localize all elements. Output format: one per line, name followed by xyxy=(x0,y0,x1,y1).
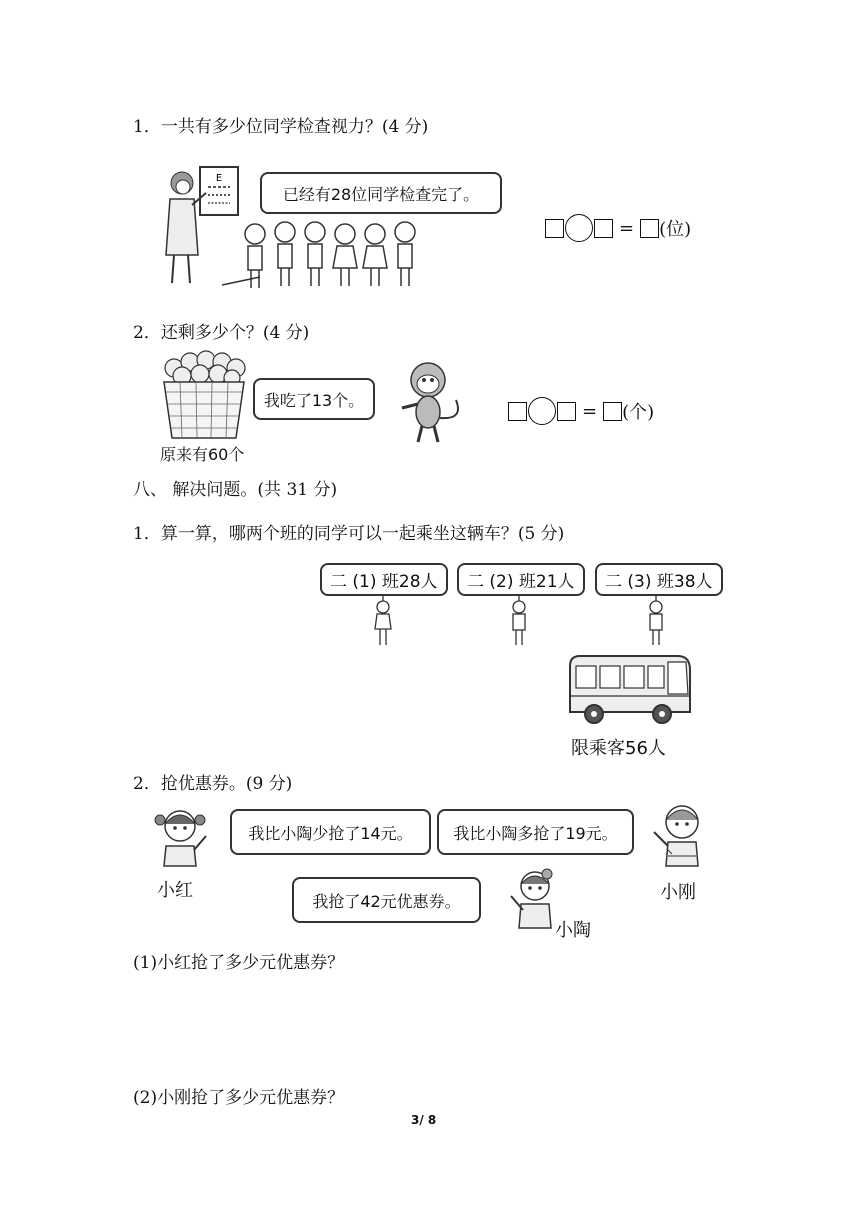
answer-box[interactable] xyxy=(508,402,527,421)
answer-box[interactable] xyxy=(594,219,613,238)
sign-holding-children-illustration xyxy=(370,595,670,650)
unit-label: (个) xyxy=(622,402,655,423)
basket-caption: 原来有60个 xyxy=(160,445,245,464)
answer-box[interactable] xyxy=(557,402,576,421)
class-label-2: 二 (2) 班21人 xyxy=(457,563,585,596)
equation-7-1: = (位) xyxy=(545,214,691,242)
name-xiaotao: 小陶 xyxy=(555,920,591,941)
speech-bubble-28-students: 已经有28位同学检查完了。 xyxy=(260,172,502,214)
xiaogang-boy-illustration xyxy=(650,800,706,868)
answer-box[interactable] xyxy=(603,402,622,421)
class-label-1: 二 (1) 班28人 xyxy=(320,563,448,596)
equation-7-2: = (个) xyxy=(508,397,654,425)
unit-label: (位) xyxy=(659,219,692,240)
question-7-2-title: 2．还剩多少个？(4 分) xyxy=(133,323,310,343)
page-number: 3/ 8 xyxy=(411,1113,437,1127)
question-8-2-sub-1: (1)小红抢了多少元优惠券？ xyxy=(133,953,345,973)
bus-caption: 限乘客56人 xyxy=(571,738,666,759)
monkey-illustration xyxy=(398,360,466,446)
answer-box[interactable] xyxy=(640,219,659,238)
question-8-2-sub-2: (2)小刚抢了多少元优惠券？ xyxy=(133,1088,345,1108)
students-queue-illustration xyxy=(240,218,420,293)
name-xiaogang: 小刚 xyxy=(660,882,696,903)
speech-bubble-xiaogang: 我比小陶多抢了19元。 xyxy=(437,809,634,855)
xiaohong-girl-illustration xyxy=(154,806,210,868)
name-xiaohong: 小红 xyxy=(157,880,193,901)
eye-chart-letter: E xyxy=(215,173,223,184)
operator-circle[interactable] xyxy=(565,214,593,242)
operator-circle[interactable] xyxy=(528,397,556,425)
question-8-1-title: 1．算一算，哪两个班的同学可以一起乘坐这辆车？(5 分) xyxy=(133,524,565,544)
question-8-2-title: 2．抢优惠券。(9 分) xyxy=(133,774,293,794)
basket-of-peaches-illustration xyxy=(160,350,248,442)
answer-box[interactable] xyxy=(545,219,564,238)
bus-illustration xyxy=(566,652,694,726)
speech-bubble-xiaohong: 我比小陶少抢了14元。 xyxy=(230,809,431,855)
speech-bubble-xiaotao: 我抢了42元优惠券。 xyxy=(292,877,481,923)
section-8-heading: 八、 解决问题。(共 31 分) xyxy=(133,480,338,500)
speech-bubble-ate-13: 我吃了13个。 xyxy=(253,378,375,420)
question-7-1-title: 1．一共有多少位同学检查视力？(4 分) xyxy=(133,117,429,137)
xiaotao-girl-illustration xyxy=(505,866,561,934)
class-label-3: 二 (3) 班38人 xyxy=(595,563,723,596)
